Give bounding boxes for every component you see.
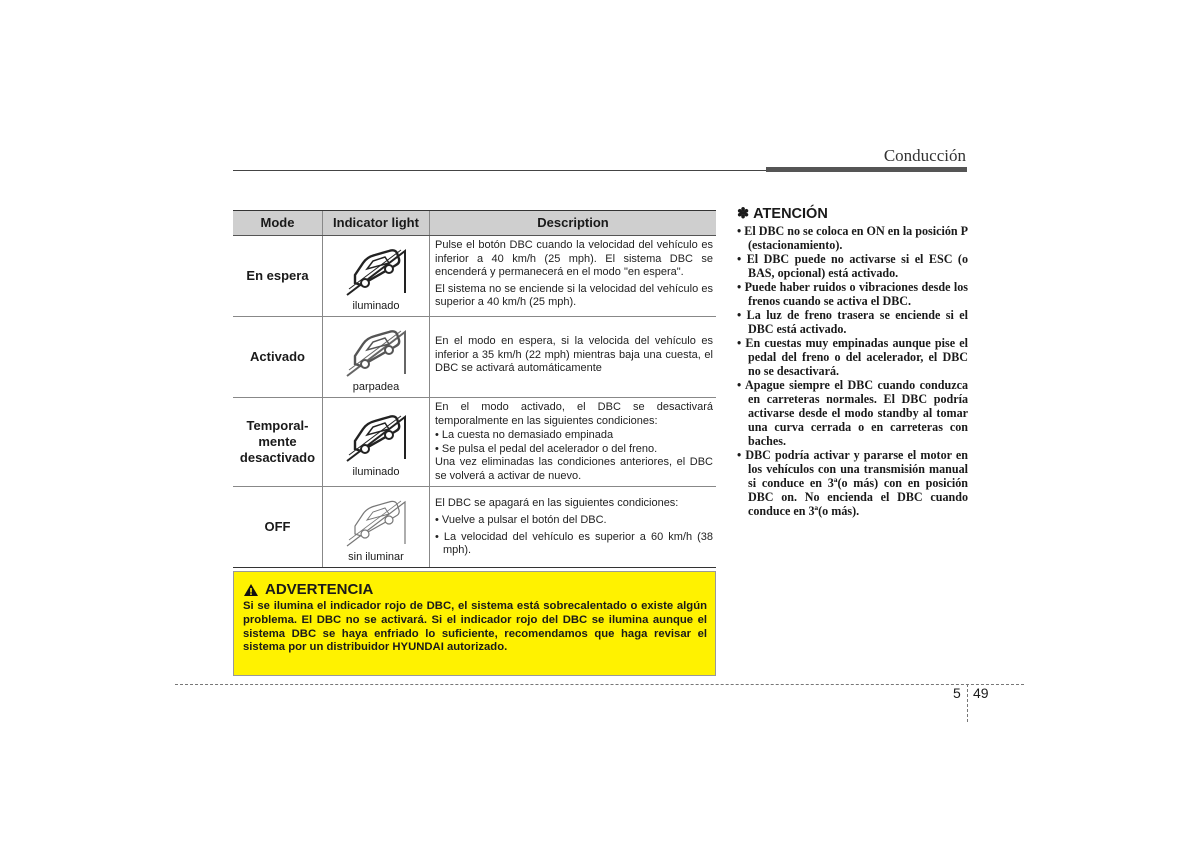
column-header-description: Description [430, 211, 717, 236]
list-item: • Se pulsa el pedal del acelerador o del freno. [435, 442, 658, 455]
condition-list [435, 514, 713, 558]
description-paragraph: En el modo activado, el DBC se desactivará temporalmente en las siguientes condiciones: [435, 401, 713, 427]
attention-list [737, 224, 968, 518]
dbc-car-slope-icon [345, 324, 407, 378]
list-item: • En cuestas muy empinadas aunque pise el pedal del freno o del acelerador, el DBC no se desactivará. [737, 336, 968, 378]
indicator-status-label: sin iluminar [348, 550, 404, 563]
description-cell [430, 236, 717, 317]
description-cell [430, 487, 717, 568]
description-paragraph: Pulse el botón DBC cuando la velocidad del vehículo es inferior a 40 km/h (25 mph). El sistema DBC se encenderá y permanecerá en el modo "en espera". [435, 239, 713, 279]
column-header-mode: Mode [233, 211, 323, 236]
attention-title: ATENCIÓN [753, 206, 828, 222]
description-cell [430, 317, 717, 398]
mode-cell [233, 398, 323, 487]
warning-heading [243, 581, 707, 598]
indicator-cell [323, 398, 430, 487]
description-cell [430, 398, 717, 487]
attention-heading [737, 206, 968, 222]
footer-divider [175, 684, 1024, 685]
description-paragraph: El sistema no se enciende si la velocidad del vehículo es superior a 40 km/h (25 mph). [435, 282, 713, 309]
indicator-status-label: iluminado [352, 299, 400, 312]
indicator-cell [323, 236, 430, 317]
mode-cell: En espera [233, 236, 323, 317]
mode-label-line: desactivado [239, 450, 316, 465]
condition-list [435, 429, 713, 456]
mode-label-line: mente [258, 434, 297, 449]
list-item: • Puede haber ruidos o vibraciones desde los frenos cuando se activa el DBC. [737, 280, 968, 308]
list-item: • Vuelve a pulsar el botón del DBC. [435, 514, 607, 526]
list-item: • La luz de freno trasera se enciende si el DBC está activado. [737, 308, 968, 336]
indicator-status-label: parpadea [352, 380, 400, 393]
list-item: • Apague siempre el DBC cuando conduzca en carreteras normales. El DBC podría activarse desde el modo standby al tomar una curva cerrada o en carreteras con baches. [737, 378, 968, 448]
dbc-car-slope-icon [345, 243, 407, 297]
header-bar [766, 167, 967, 172]
column-header-indicator: Indicator light [323, 211, 430, 236]
warning-title: ADVERTENCIA [265, 581, 374, 598]
dbc-car-slope-icon [345, 494, 407, 548]
page-number: 49 [973, 685, 989, 701]
table-header-row [233, 211, 716, 236]
attention-section [737, 206, 968, 518]
description-paragraph: En el modo en espera, si la velocida del vehículo es inferior a 35 km/h (22 mph) mientras baja una cuesta, el DBC se activará automáticamente [435, 335, 713, 375]
list-item: • El DBC no se coloca en ON en la posición P (estacionamiento). [737, 224, 968, 252]
mode-cell: OFF [233, 487, 323, 568]
indicator-cell [323, 487, 430, 568]
list-item: • DBC podría activar y pararse el motor en los vehículos con una transmisión manual si conduce en 3ª(o más) con en posición DBC on. No encienda el DBC cuando conduce en 3ª(o más). [737, 448, 968, 518]
warning-text: Si se ilumina el indicador rojo de DBC, el sistema está sobrecalentado o existe algún problema. El DBC no se activará. Si el indicador rojo del DBC se ilumina aunque el sistema DBC se haya enfriado lo suficiente, recomendamos que haga revisar el sistema por un distribuidor HYUNDAI autorizado. [243, 600, 707, 654]
mode-label-line: Temporal- [246, 418, 309, 433]
chapter-number: 5 [953, 685, 961, 701]
table-row [233, 317, 716, 398]
table-row [233, 398, 716, 487]
dbc-mode-table [233, 210, 716, 568]
indicator-status-label: iluminado [352, 465, 400, 478]
list-item: • La cuesta no demasiado empinada [435, 429, 614, 441]
list-item: • La velocidad del vehículo es superior a 60 km/h (38 mph). [435, 530, 713, 556]
description-paragraph: Una vez eliminadas las condiciones anteriores, el DBC se volverá a activar de nuevo. [435, 456, 713, 482]
page-number-separator [967, 684, 968, 722]
warning-box [233, 571, 716, 676]
table-row [233, 236, 716, 317]
section-title: Conducción [883, 146, 966, 165]
dbc-car-slope-icon [345, 409, 407, 463]
asterisk-icon: ✽ [737, 206, 750, 222]
warning-triangle-icon [243, 583, 259, 597]
table-row [233, 487, 716, 568]
indicator-cell [323, 317, 430, 398]
list-item: • El DBC puede no activarse si el ESC (o BAS, opcional) está activado. [737, 252, 968, 280]
description-paragraph: El DBC se apagará en las siguientes condiciones: [435, 496, 679, 509]
mode-cell: Activado [233, 317, 323, 398]
